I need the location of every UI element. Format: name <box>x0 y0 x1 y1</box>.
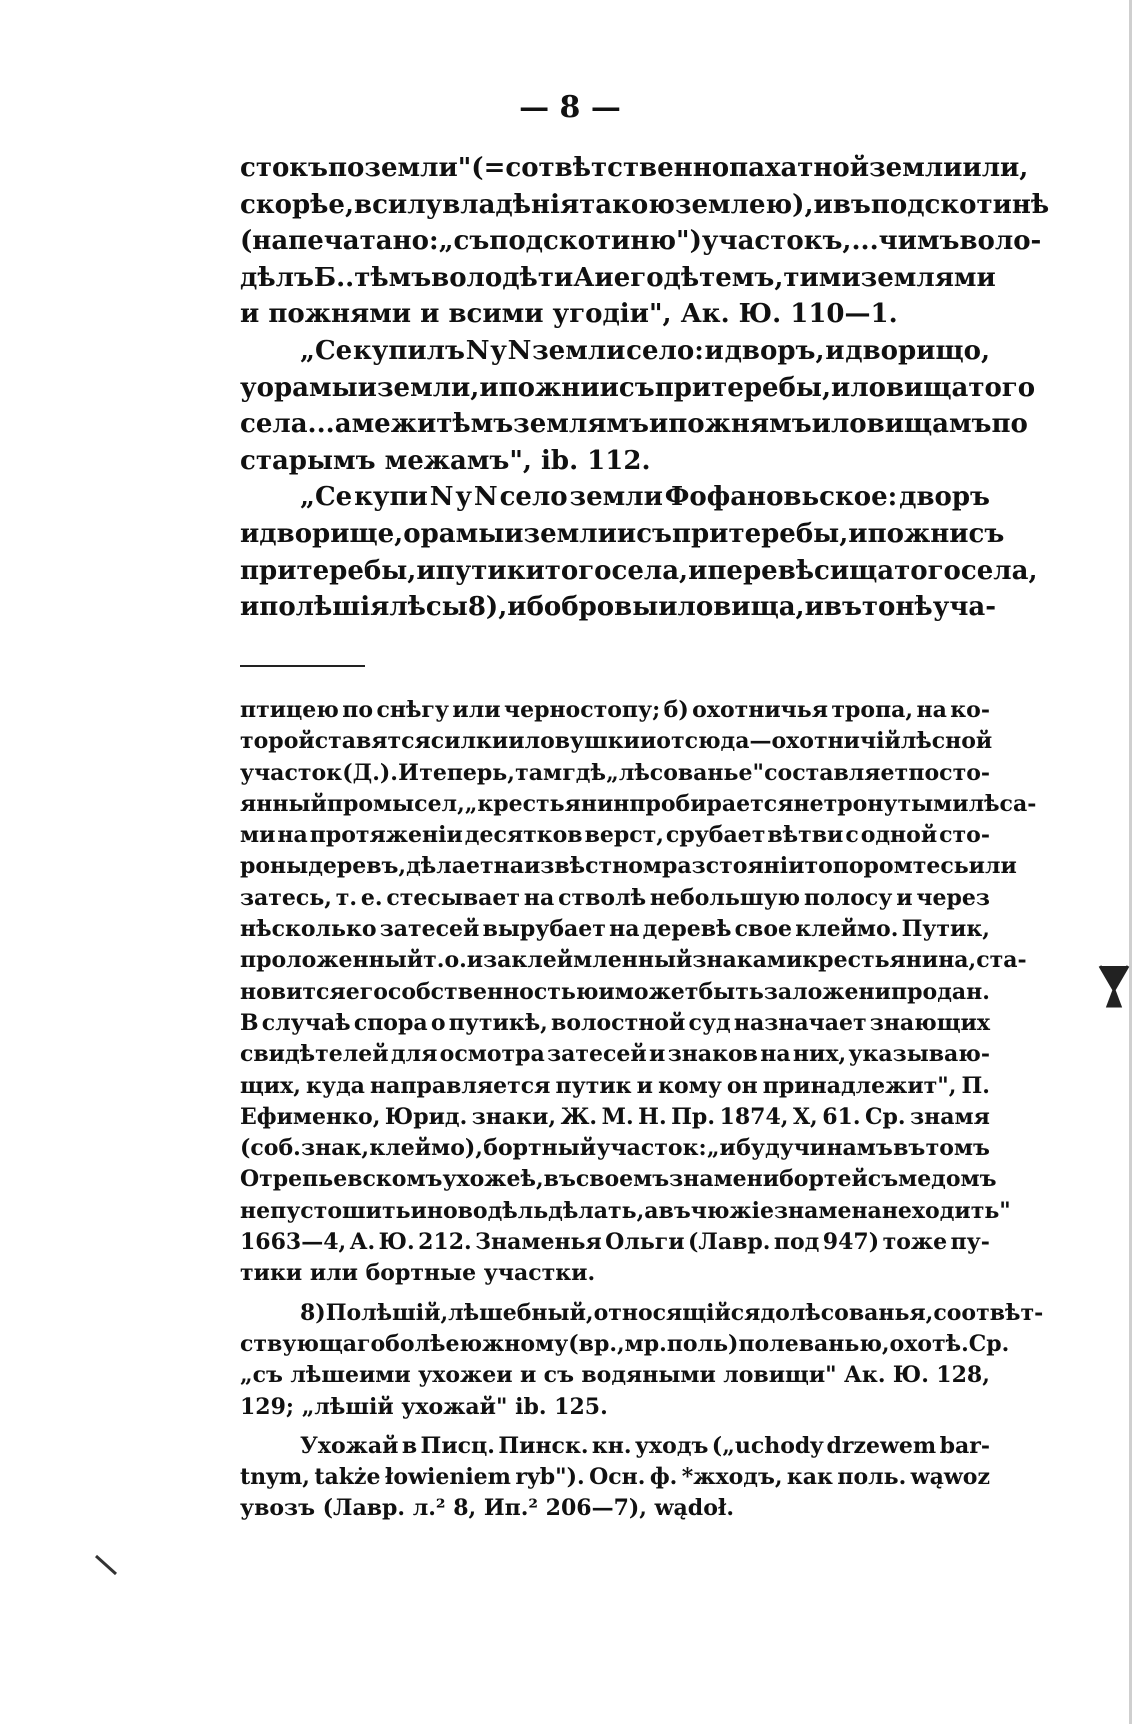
footnote-line: непустошить и новодѣль дѣлать, а въ чюжіе знамена неходить" <box>240 1197 1011 1224</box>
text-line: (напечатано: „съ подскотиню") участокъ,... чимъ воло- <box>240 226 1042 257</box>
text-line: скорѣе, в силу владѣнія такою землею), и въ подскотинѣ <box>240 189 1050 220</box>
footnote-line: (соб. знак, клеймо), бортный участок: „и будучи намъ въ томъ <box>240 1135 990 1162</box>
footnote-line: ми на протяженіи десятков верст, срубает вѣтви с одной сто- <box>240 822 990 849</box>
footnote-line: 1663—4, А. Ю. 212. Знаменья Ольги (Лавр. под 947) тоже пу- <box>240 1229 990 1256</box>
footnote-line: участок (Д.). И теперь, там гдѣ „лѣсованье" составляет посто- <box>240 759 990 786</box>
margin-mark <box>1098 960 1132 1010</box>
footnote-separator <box>240 665 365 667</box>
footnote-line: щих, куда направляется путик и кому он принадлежит", П. <box>240 1072 990 1099</box>
footnote-line: нѣсколько затесей вырубает на деревѣ свое клеймо. Путик, <box>240 916 990 943</box>
footnote-line: tnym, także łowieniem ryb"). Осн. ф. *жходъ, как поль. wąwoz <box>240 1464 990 1491</box>
footnote-line: Ефименко, Юрид. знаки, Ж. М. Н. Пр. 1874, X, 61. Ср. знамя <box>240 1103 990 1130</box>
footnote-line: увозъ (Лавр. л.² 8, Ип.² 206—7), wądoł. <box>240 1495 734 1522</box>
smudge-mark <box>92 1550 122 1580</box>
text-line: стокъ по земли" (=сотвѣтственно пахатной земли или, <box>240 153 1029 183</box>
footnote-line: 8) Полѣшій, лѣшебный, относящійся до лѣсованья, соотвѣт- <box>300 1299 1044 1326</box>
text-line: у орамыи земли, и пожни и съ притеребы, и ловища того <box>240 372 1036 403</box>
text-line: притеребы, и путики того села, и перевѣсища того села, <box>240 555 1038 586</box>
page-number: — 8 — <box>519 90 621 125</box>
footnote-line: роны деревъ, дѣлает на извѣстном разстояніи топором тесь или <box>240 853 1017 880</box>
text-line: старымъ межамъ", ib. 112. <box>240 445 651 476</box>
text-line: и пожнями и всими угодіи", Ак. Ю. 110—1. <box>240 299 898 330</box>
footnote-line: свидѣтелей для осмотра затесей и знаков на них, указываю- <box>240 1041 990 1068</box>
text-line: „Се купилъ N у N земли село: и дворъ, и дворищо, <box>300 335 990 366</box>
text-line: дѣлъ Б.. тѣмъ володѣти А и его дѣтемъ, тими землями <box>240 262 996 293</box>
footnote-line: Отрепьевскомъ ухожеѣ, въ своемъ знамени бортей съ медомъ <box>240 1166 997 1193</box>
footnote-line: тики или бортные участки. <box>240 1260 596 1287</box>
text-line: „Се купи N у N село земли Фофановьское: дворъ <box>300 482 990 513</box>
footnote-line: проложенный т. о. и заклеймленный знаками крестьянина, ста- <box>240 947 1027 974</box>
text-line: и дворище, орамыи земли и съ притеребы, и пожни съ <box>240 518 1005 549</box>
footnote-line: птицею по снѣгу или черностопу; б) охотничья тропа, на ко- <box>240 697 990 723</box>
footnote-line: новится его собственностью и может быть заложен и продан. <box>240 978 990 1005</box>
main-text <box>240 150 1050 626</box>
page-edge-shadow <box>1129 0 1132 1724</box>
footnote-line: В случаѣ спора о путикѣ, волостной суд назначает знающих <box>240 1009 990 1036</box>
text-line: села... а межи тѣмъ землямъ и пожнямъ и ловищамъ по <box>240 409 1028 440</box>
footnotes <box>240 695 1044 1525</box>
footnote-line: Ухожай в Писц. Пинск. кн. уходъ („uchody drzewem bar- <box>300 1432 990 1459</box>
footnote-line: торой ставятся силки и ловушки и отсюда — охотничій лѣсной <box>240 728 993 755</box>
footnote-line: ствующаго болѣе южному (вр., мр. поль) полеванью, охотѣ. Ср. <box>240 1330 1010 1357</box>
footnote-line: янный промысел, „крестьянин пробирается нетронутыми лѣса- <box>240 790 1037 817</box>
footnote-line: „съ лѣшеими ухожеи и съ водяными ловищи" Ак. Ю. 128, <box>240 1362 990 1389</box>
footnote-line: 129; „лѣшій ухожай" ib. 125. <box>240 1393 608 1420</box>
footnote-line: затесь, т. е. стесывает на стволѣ небольшую полосу и через <box>240 884 990 911</box>
text-line: и полѣшія лѣсы 8), и бобровыи ловища, и въ тонѣ уча- <box>240 592 996 623</box>
